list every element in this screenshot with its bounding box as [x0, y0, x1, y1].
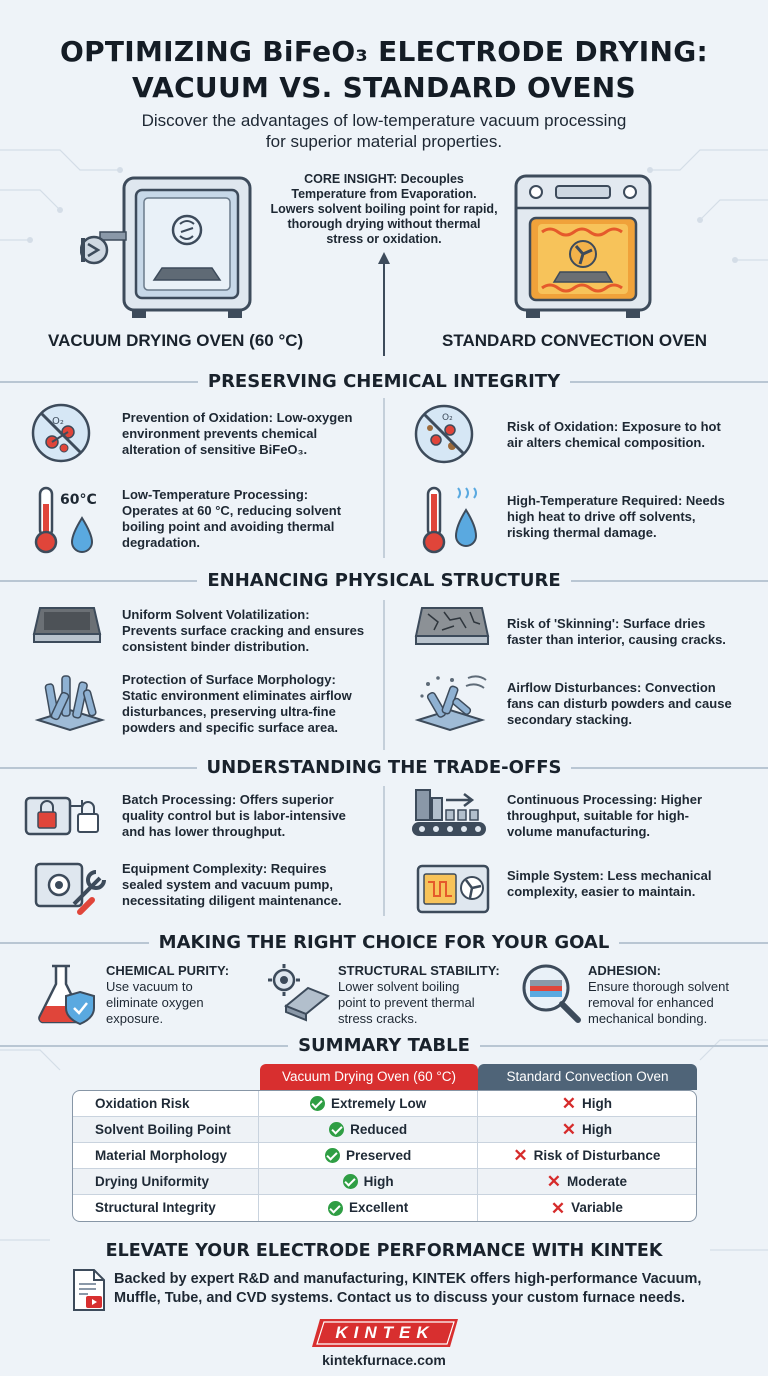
core-insight-line-1: CORE INSIGHT: Decouples — [304, 172, 464, 186]
phys-right-2: Airflow Disturbances: Convection fans can disturb powders and cause secondary stacking. — [507, 680, 732, 727]
title-line-2: VACUUM VS. STANDARD OVENS — [132, 71, 636, 104]
page-title — [0, 34, 768, 106]
section-goal-title: MAKING THE RIGHT CHOICE FOR YOUR GOAL — [0, 932, 768, 954]
check-icon — [329, 1122, 344, 1137]
core-insight-line-5: stress or oxidation. — [326, 232, 442, 246]
standard-cell: ✕ High — [561, 1120, 612, 1139]
subtitle-line-2: for superior material properties. — [265, 132, 503, 151]
table-header-vacuum: Vacuum Drying Oven (60 °C) — [260, 1064, 478, 1090]
disturbed-powder-icon — [414, 670, 490, 736]
nanorods-icon — [34, 672, 106, 736]
trade-right-1: Continuous Processing: Higher throughput, suitable for high- volume manufacturing. — [507, 792, 703, 839]
chem-left-1: Prevention of Oxidation: Low-oxygen environment prevents chemical alteration of sensitive BiFeO₃. — [122, 410, 353, 457]
website-link[interactable]: kintekfurnace.com — [322, 1352, 446, 1368]
vacuum-oven-icon — [80, 172, 266, 322]
check-icon — [325, 1148, 340, 1163]
o2-label: O₂ — [52, 416, 64, 427]
trade-right-2: Simple System: Less mechanical complexity, easier to maintain. — [507, 868, 712, 899]
summary-title: SUMMARY TABLE — [0, 1035, 768, 1057]
section-chemical-title: PRESERVING CHEMICAL INTEGRITY — [0, 371, 768, 393]
goal-adhesion: ADHESION: Ensure thorough solvent removal for enhanced mechanical bonding. — [588, 963, 729, 1026]
magnifier-layers-icon — [518, 962, 584, 1028]
heater-fan-icon — [414, 858, 494, 916]
goal-chemical-purity: CHEMICAL PURITY: Use vacuum to eliminate oxygen exposure. — [106, 963, 230, 1026]
check-icon — [343, 1174, 358, 1189]
section-tradeoffs-title: UNDERSTANDING THE TRADE-OFFS — [0, 757, 768, 779]
table-row — [73, 1169, 696, 1195]
core-insight-line-4: thorough drying without thermal — [287, 217, 481, 231]
standard-cell: ✕ Moderate — [546, 1172, 627, 1191]
row-label: Oxidation Risk — [73, 1091, 259, 1116]
subtitle-line-1: Discover the advantages of low-temperature vacuum processing — [141, 111, 627, 130]
thermometer-high-icon — [420, 486, 492, 556]
cross-icon: ✕ — [561, 1120, 576, 1139]
cross-icon: ✕ — [513, 1146, 528, 1165]
oxidation-risk-icon — [412, 402, 476, 466]
phys-left-2: Protection of Surface Morphology: Static environment eliminates airflow disturbances, preserving ultra-fine powders and specific surface area. — [122, 672, 352, 735]
uniform-coating-icon — [32, 604, 102, 648]
oxygen-blocked-icon — [30, 402, 92, 464]
table-row — [73, 1143, 696, 1169]
cta-title: ELEVATE YOUR ELECTRODE PERFORMANCE WITH KINTEK — [105, 1241, 663, 1261]
vacuum-cell: Excellent — [259, 1195, 477, 1221]
phys-right-1: Risk of 'Skinning': Surface dries faster than interior, causing cracks. — [507, 616, 726, 647]
column-divider — [383, 398, 385, 558]
table-header-standard: Standard Convection Oven — [478, 1064, 697, 1090]
batch-lock-icon — [22, 784, 106, 842]
standard-oven-label: STANDARD CONVECTION OVEN — [442, 331, 708, 350]
kintek-logo: KINTEK — [312, 1319, 458, 1347]
standard-cell: ✕ Variable — [550, 1198, 623, 1218]
section-physical-title: ENHANCING PHYSICAL STRUCTURE — [0, 570, 768, 592]
column-divider — [383, 786, 385, 916]
row-label: Material Morphology — [73, 1143, 259, 1168]
cross-icon: ✕ — [561, 1094, 576, 1113]
cta-text: Backed by expert R&D and manufacturing, KINTEK offers high-performance Vacuum, Muffle, Tube, and CVD systems. Contact us to discuss your custom furnace needs. — [114, 1271, 702, 1306]
title-line-1: OPTIMIZING BiFeO₃ ELECTRODE DRYING: — [59, 35, 709, 68]
standard-cell: ✕ Risk of Disturbance — [513, 1146, 661, 1165]
table-row — [73, 1091, 696, 1117]
trade-left-2: Equipment Complexity: Requires sealed system and vacuum pump, necessitating diligent maintenance. — [122, 861, 342, 908]
cross-icon: ✕ — [546, 1172, 561, 1191]
column-divider — [383, 600, 385, 750]
phys-left-1: Uniform Solvent Volatilization: Prevents surface cracking and ensures consistent binder distribution. — [122, 607, 365, 654]
convection-oven-icon — [514, 174, 654, 320]
row-label: Structural Integrity — [73, 1195, 259, 1221]
core-insight — [258, 172, 510, 247]
cross-icon: ✕ — [550, 1198, 566, 1218]
chem-right-1: Risk of Oxidation: Exposure to hot air alters chemical composition. — [507, 419, 721, 450]
check-icon — [310, 1096, 325, 1111]
core-insight-line-3: Lowers solvent boiling point for rapid, — [270, 202, 498, 216]
table-row — [73, 1195, 696, 1221]
vacuum-cell: Extremely Low — [259, 1091, 477, 1116]
table-row — [73, 1117, 696, 1143]
check-icon — [328, 1201, 343, 1216]
vacuum-cell: Preserved — [259, 1143, 477, 1168]
vacuum-cell: Reduced — [259, 1117, 477, 1142]
goal-structural-stability: STRUCTURAL STABILITY: Lower solvent boiling point to prevent thermal stress cracks. — [338, 963, 500, 1026]
flask-shield-icon — [34, 962, 100, 1028]
chem-right-2: High-Temperature Required: Needs high heat to drive off solvents, risking thermal damage. — [507, 493, 725, 540]
up-arrow-icon — [376, 252, 392, 356]
cracked-surface-icon — [414, 604, 490, 650]
standard-cell: ✕ High — [561, 1094, 612, 1113]
row-label: Drying Uniformity — [73, 1169, 259, 1194]
svg-text:O₂: O₂ — [442, 413, 453, 423]
conveyor-icon — [410, 784, 490, 844]
chem-left-2: Low-Temperature Processing: Operates at 60 °C, reducing solvent boiling point and avoiding thermal degradation. — [122, 487, 342, 550]
thermometer-60c-icon — [32, 486, 104, 556]
gear-wrench-icon — [30, 854, 110, 916]
table-body — [72, 1090, 697, 1222]
core-insight-line-2: Temperature from Evaporation. — [291, 187, 477, 201]
thermo-label: 60°C — [60, 492, 97, 508]
document-video-icon — [70, 1268, 108, 1312]
row-label: Solvent Boiling Point — [73, 1117, 259, 1142]
gear-layers-icon — [266, 962, 332, 1026]
vacuum-cell: High — [259, 1169, 477, 1194]
subtitle — [0, 110, 768, 152]
vacuum-oven-label: VACUUM DRYING OVEN (60 °C) — [48, 331, 304, 350]
trade-left-1: Batch Processing: Offers superior quality control but is labor-intensive and has lower throughput. — [122, 792, 346, 839]
